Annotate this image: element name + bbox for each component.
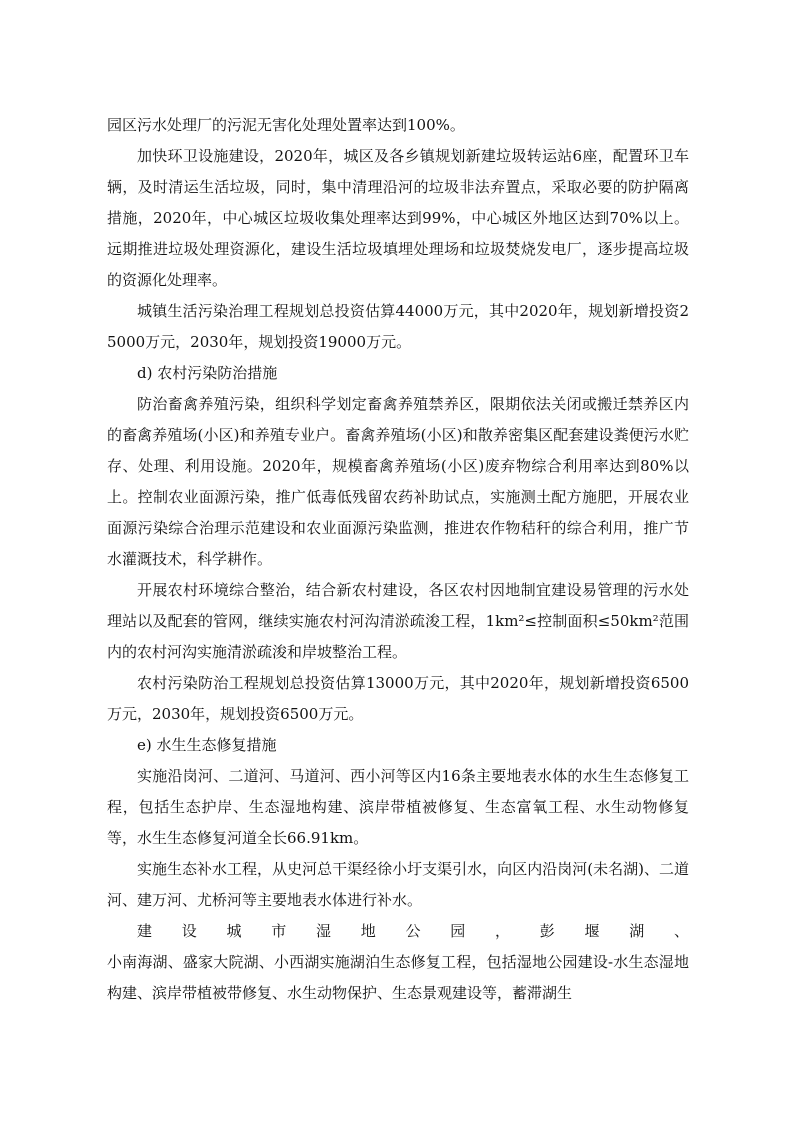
- paragraph-urban-investment: 城镇生活污染治理工程规划总投资估算44000万元，其中2020年，规划新增投资25000万元，2030年，规划投资19000万元。: [107, 302, 689, 351]
- paragraph-sludge-treatment: 园区污水处理厂的污泥无害化处理处置率达到100%。: [107, 116, 465, 134]
- paragraph-rural-environment: 开展农村环境综合整治，结合新农村建设，各区农村因地制宜建设易管理的污水处理站以及配套的管网，继续实施农村河沟清淤疏浚工程，1km²≤控制面积≤50km²范围内的农村河沟实施清淤疏浚和岸坡整治工程。: [107, 581, 689, 661]
- section-heading-rural-pollution: d) 农村污染防治措施: [137, 364, 278, 382]
- paragraph-livestock-pollution: 防治畜禽养殖污染，组织科学划定畜禽养殖禁养区，限期依法关闭或搬迁禁养区内的畜禽养殖场(小区)和养殖专业户。畜禽养殖场(小区)和散养密集区配套建设粪便污水贮存、处理、利用设施。2020年，规模畜禽养殖场(小区)废弃物综合利用率达到80%以上。控制农业面源污染，推广低毒低残留农药补助试点，实施测土配方施肥，开展农业面源污染综合治理示范建设和农业面源污染监测，推进农作物秸秆的综合利用，推广节水灌溉技术，科学耕作。: [107, 395, 689, 568]
- paragraph-wetland-park-line2: 小南海湖、盛家大院湖、小西湖实施湖泊生态修复工程，包括湿地公园建设-水生态湿地构建、滨岸带植被带修复、水生动物保护、生态景观建设等，蓄滞湖生: [107, 953, 689, 1002]
- section-heading-aquatic-ecology: e) 水生生态修复措施: [137, 736, 277, 754]
- paragraph-wetland-park-line1: 建设城市湿地公园，彭堰湖、: [137, 922, 689, 940]
- document-body: [107, 110, 689, 1009]
- paragraph-water-replenishment: 实施生态补水工程，从史河总干渠经徐小圩支渠引水，向区内沿岗河(未名湖)、二道河、建万河、尤桥河等主要地表水体进行补水。: [107, 860, 689, 909]
- paragraph-rural-investment: 农村污染防治工程规划总投资估算13000万元，其中2020年，规划新增投资6500万元，2030年，规划投资6500万元。: [107, 674, 689, 723]
- paragraph-aquatic-restoration: 实施沿岗河、二道河、马道河、西小河等区内16条主要地表水体的水生生态修复工程，包括生态护岸、生态湿地构建、滨岸带植被修复、生态富氧工程、水生动物修复等，水生生态修复河道全长66.91km。: [107, 767, 689, 847]
- paragraph-sanitation-facilities: 加快环卫设施建设，2020年，城区及各乡镇规划新建垃圾转运站6座，配置环卫车辆，及时清运生活垃圾，同时，集中清理沿河的垃圾非法弃置点，采取必要的防护隔离措施，2020年，中心城区垃圾收集处理率达到99%，中心城区外地区达到70%以上。远期推进垃圾处理资源化，建设生活垃圾填埋处理场和垃圾焚烧发电厂，逐步提高垃圾的资源化处理率。: [107, 147, 689, 289]
